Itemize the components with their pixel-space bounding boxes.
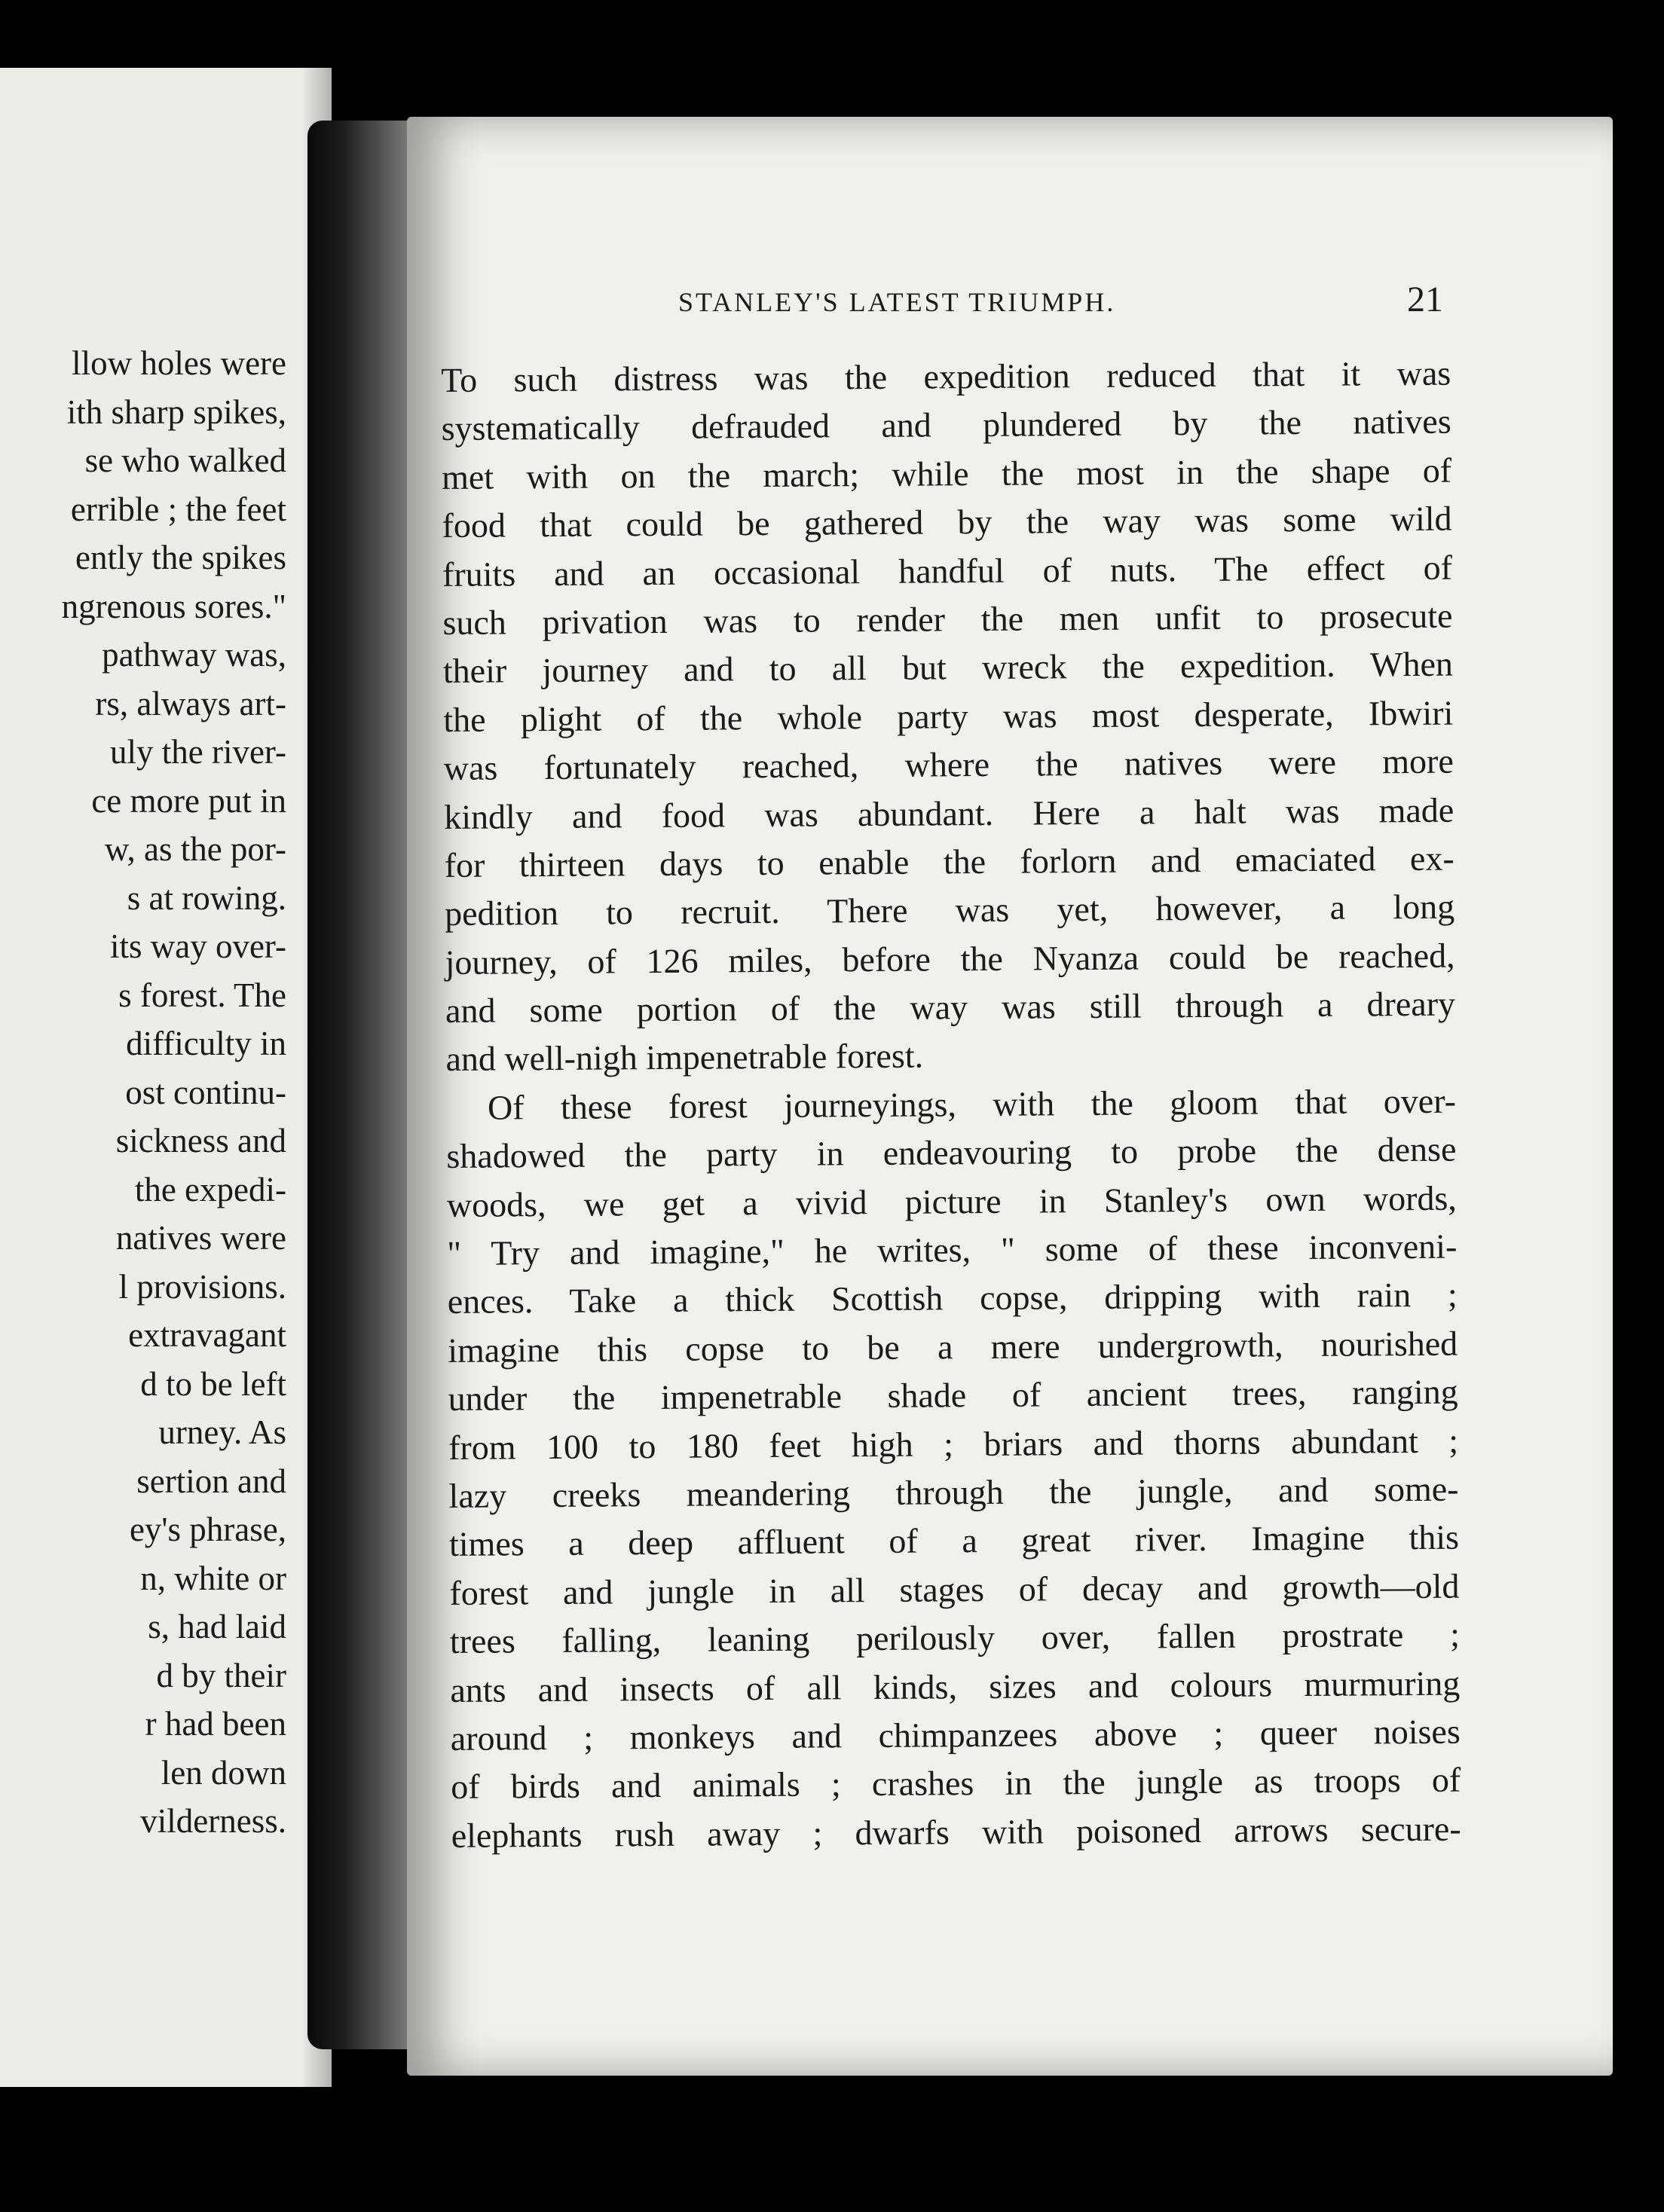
left-text-line: pathway was, [102, 636, 286, 674]
left-page [0, 68, 332, 2087]
text-line: and well-nigh impenetrable forest. [445, 1037, 924, 1079]
text-line: around ; monkeys and chimpanzees above ; queer noises [450, 1712, 1461, 1758]
text-line: trees falling, leaning perilously over, fallen prostrate ; [449, 1615, 1461, 1661]
text-line: " Try and imagine," he writes, " some of these inconveni- [447, 1227, 1458, 1273]
text-line: pedition to recruit. There was yet, however, a long [444, 887, 1455, 933]
text-line: times a deep affluent of a great river. Imagine this [448, 1517, 1460, 1564]
text-line: food that could be gathered by the way was some wild [442, 499, 1452, 545]
left-text-line: urney. As [158, 1413, 286, 1451]
text-line: journey, of 126 miles, before the Nyanza could be reached, [445, 936, 1455, 982]
text-line: systematically defrauded and plundered by the natives [441, 402, 1451, 448]
left-text-line: the expedi- [134, 1170, 286, 1208]
left-text-line: d to be left [140, 1364, 286, 1403]
left-text-line: d by their [156, 1656, 286, 1694]
left-text-line: l provisions. [118, 1267, 286, 1306]
text-line: kindly and food was abundant. Here a halt was made [444, 790, 1454, 836]
left-text-line: llow holes were [72, 344, 286, 382]
text-line: lazy creeks meandering through the jungle, and some- [448, 1469, 1459, 1515]
text-line: and some portion of the way was still through a dreary [445, 984, 1456, 1031]
text-line: fruits and an occasional handful of nuts. The effect of [442, 548, 1453, 594]
text-line: Of these forest journeyings, with the gloom that over- [487, 1081, 1457, 1127]
left-text-line: ngrenous sores." [61, 587, 286, 625]
left-text-line: sickness and [115, 1122, 286, 1159]
left-text-line: w, as the por- [104, 830, 286, 868]
text-line: ants and insects of all kinds, sizes and colours murmuring [450, 1664, 1461, 1709]
text-line: for thirteen days to enable the forlorn and emaciated ex- [444, 839, 1454, 884]
text-line: their journey and to all but wreck the expedition. When [442, 644, 1454, 691]
left-text-line: s at rowing. [127, 878, 286, 917]
text-line: woods, we get a vivid picture in Stanley's own words, [446, 1178, 1458, 1224]
left-text-line: n, white or [140, 1559, 286, 1597]
left-text-line: vilderness. [140, 1802, 286, 1840]
left-text-line: len down [161, 1753, 286, 1792]
text-line: was fortunately reached, where the natives were more [443, 741, 1454, 788]
left-page-text [0, 339, 286, 1846]
text-line: under the impenetrable shade of ancient trees, ranging [448, 1372, 1458, 1419]
text-line: met with on the march; while the most in the shape of [441, 451, 1452, 496]
left-text-line: s forest. The [118, 976, 286, 1014]
text-line: shadowed the party in endeavouring to probe the dense [446, 1129, 1457, 1176]
right-page [407, 117, 1613, 2076]
body-text [441, 350, 1461, 1860]
left-text-line: ith sharp spikes, [66, 393, 286, 431]
left-text-line: extravagant [128, 1316, 286, 1354]
left-text-line: se who walked [84, 441, 286, 479]
text-line: such privation was to render the men unfit to prosecute [442, 596, 1453, 642]
left-text-line: difficulty in [126, 1025, 286, 1062]
page-number: 21 [1407, 280, 1443, 319]
text-line: from 100 to 180 feet high ; briars and thorns abundant ; [448, 1421, 1459, 1467]
text-line: the plight of the whole party was most desperate, Ibwiri [443, 693, 1454, 739]
left-text-line: ost continu- [125, 1073, 286, 1111]
left-text-line: its way over- [109, 927, 286, 965]
text-line: imagine this copse to be a mere undergrowth, nourished [448, 1324, 1458, 1370]
left-text-line: rs, always art- [95, 684, 286, 723]
left-text-line: s, had laid [148, 1608, 286, 1645]
left-text-line: uly the river- [109, 733, 286, 771]
left-text-line: ce more put in [91, 781, 286, 820]
left-text-line: sertion and [136, 1462, 286, 1500]
text-line: forest and jungle in all stages of decay and growth—old [449, 1566, 1460, 1612]
left-text-line: ey's phrase, [129, 1511, 286, 1548]
text-line: of birds and animals ; crashes in the jungle as troops of [451, 1760, 1461, 1807]
text-line: To such distress was the expedition reduced that it was [441, 353, 1451, 399]
left-text-line: ently the spikes [75, 539, 286, 576]
text-line: elephants rush away ; dwarfs with poisoned arrows secure- [451, 1809, 1461, 1855]
left-text-line: natives were [115, 1219, 286, 1257]
left-text-line: errible ; the feet [70, 490, 286, 528]
left-text-line: r had been [145, 1705, 286, 1743]
text-line: ences. Take a thick Scottish copse, dripping with rain ; [447, 1276, 1458, 1321]
running-head: STANLEY'S LATEST TRIUMPH. [678, 287, 1116, 317]
book-gutter [307, 121, 421, 2049]
